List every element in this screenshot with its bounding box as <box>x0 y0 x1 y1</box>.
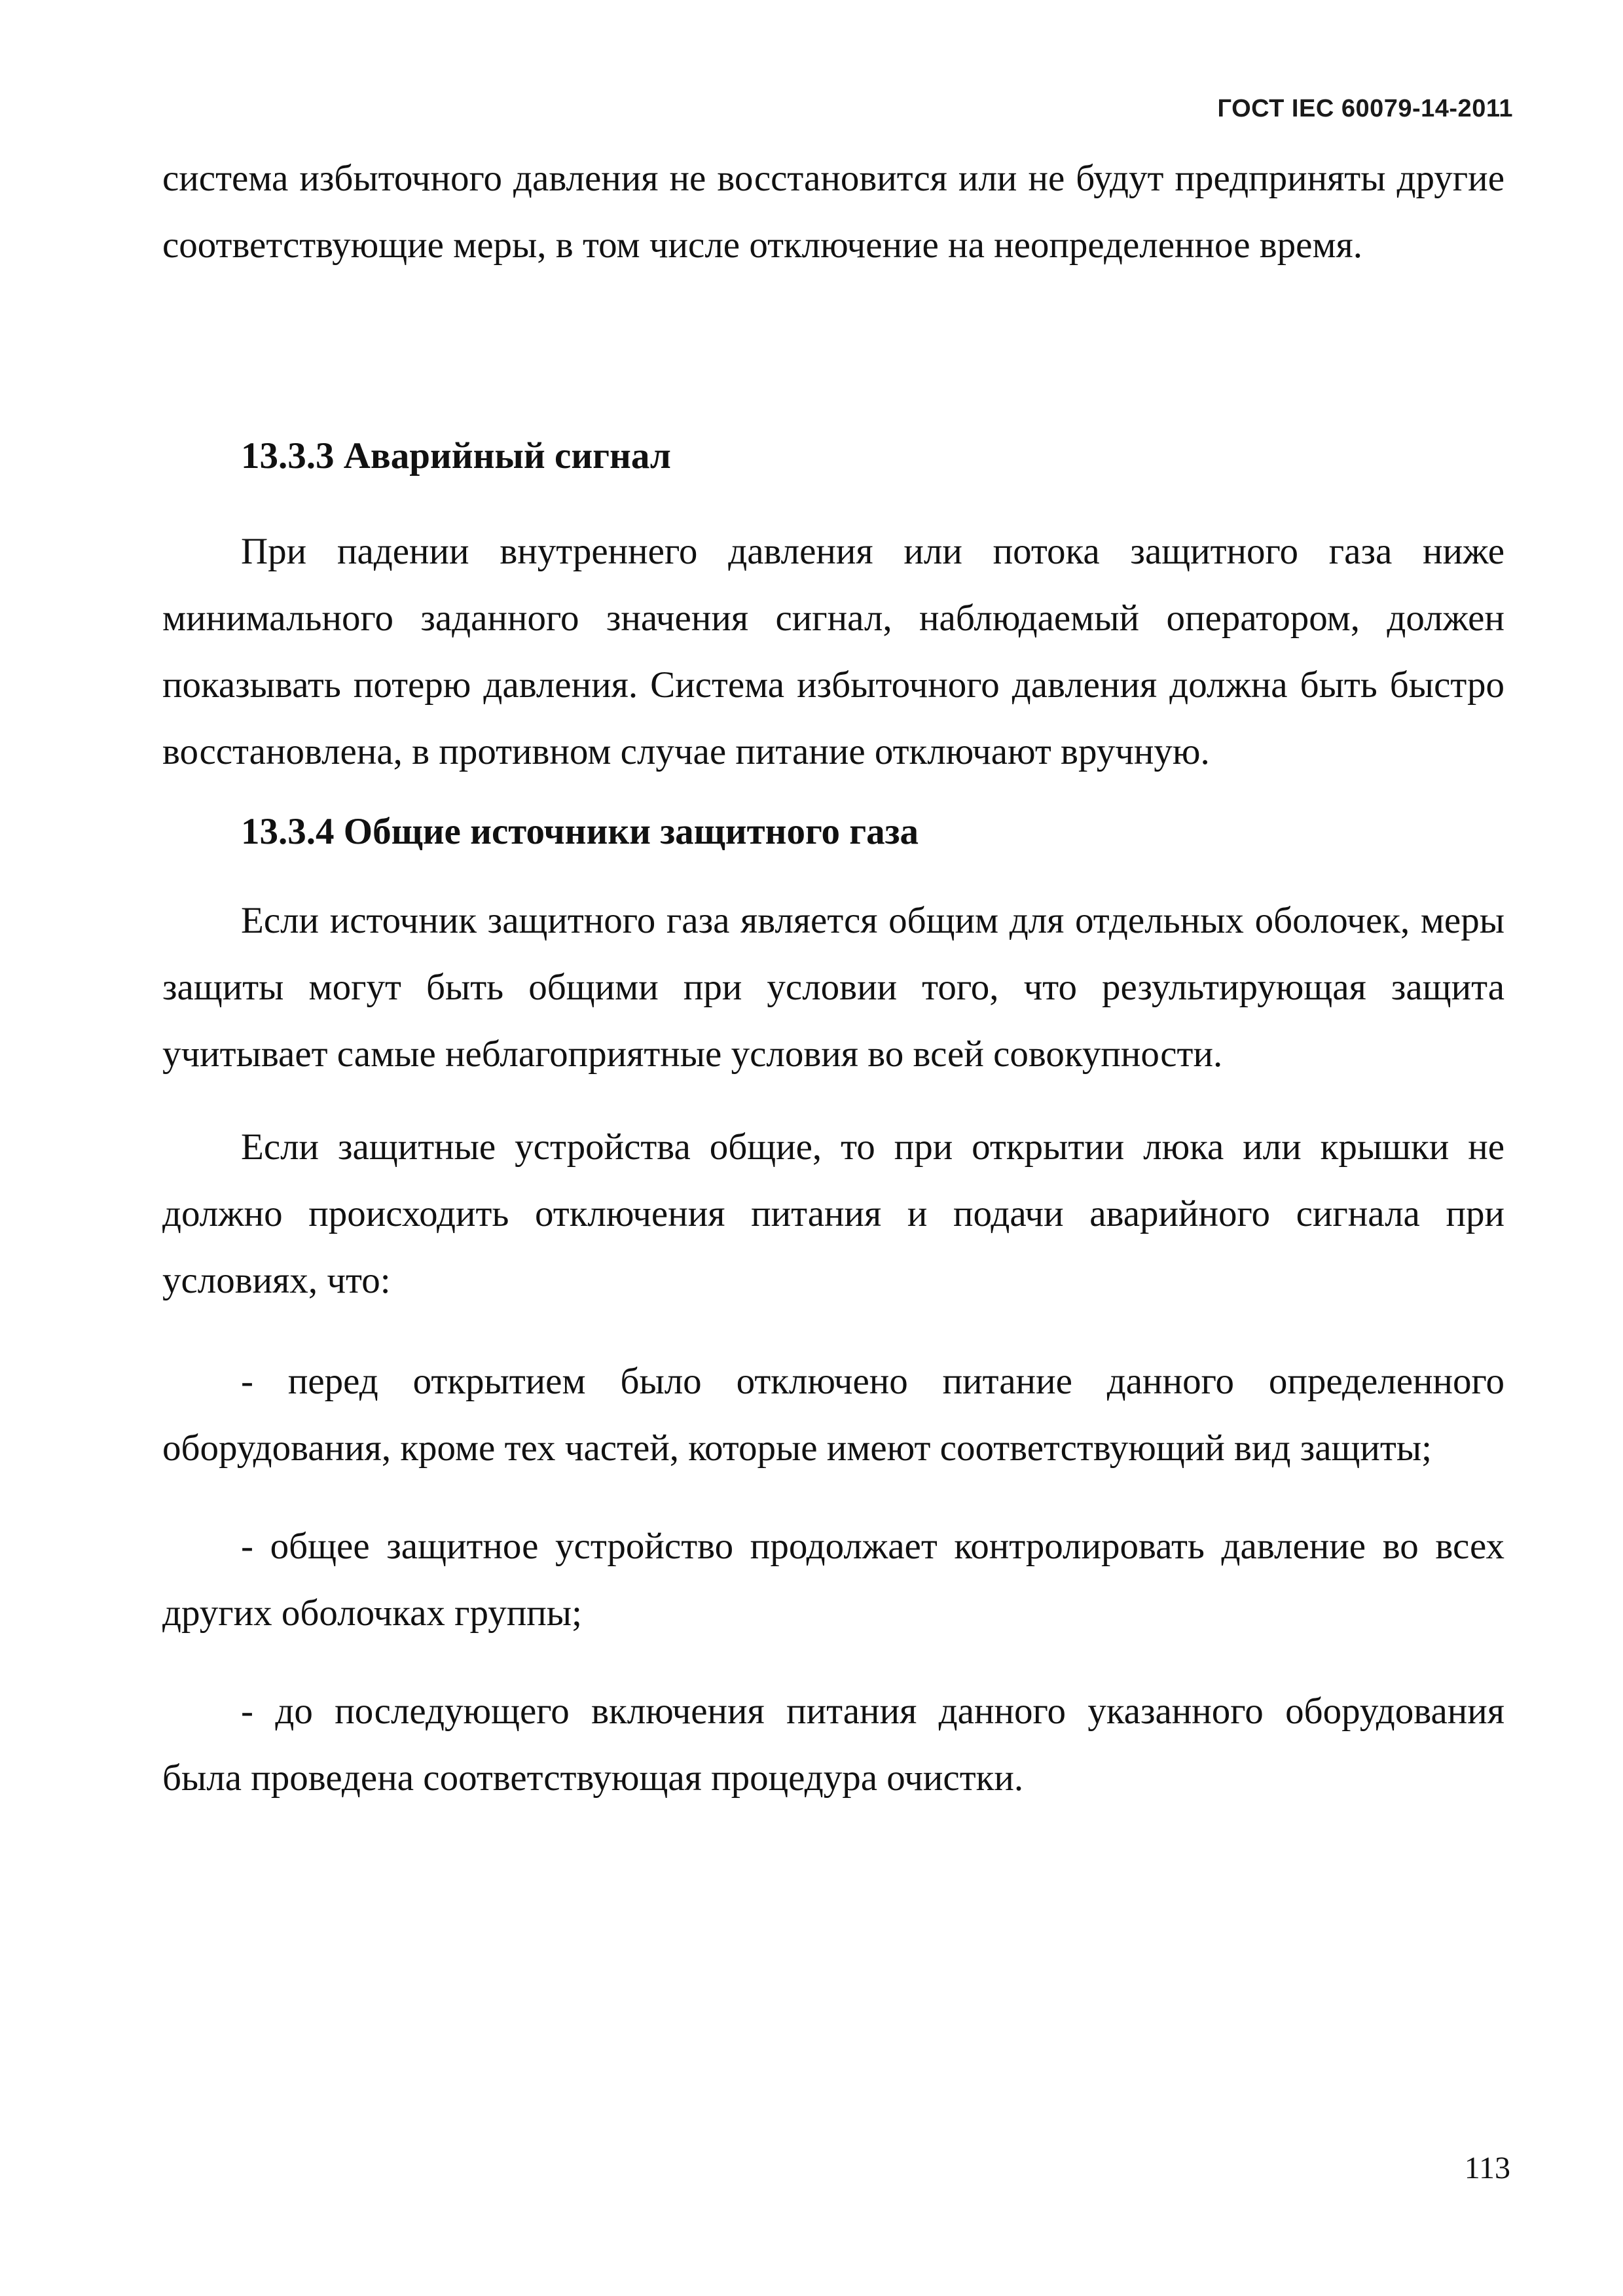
section-13-3-4-paragraph-2: Если защитные устройства общие, то при открытии люка или крышки не должно происходить отключения питания и подачи аварийного сигнала при условиях, что: <box>162 1126 1504 1301</box>
document-code-header: ГОСТ IEC 60079-14-2011 <box>1217 95 1513 122</box>
page-content <box>162 145 1504 1812</box>
list-item: - до последующего включения питания данного указанного оборудования была проведена соответствующая процедура очистки. <box>162 1691 1504 1799</box>
section-13-3-3-paragraph: При падении внутреннего давления или потока защитного газа ниже минимального заданного значения сигнал, наблюдаемый оператором, должен показывать потерю давления. Система избыточного давления должна быть быстро восстановлена, в противном случае питание отключают вручную. <box>162 531 1504 772</box>
list-item: - перед открытием было отключено питание данного определенного оборудования, кроме тех частей, которые имеют соответствующий вид защиты; <box>162 1361 1504 1469</box>
section-13-3-4-paragraph-1: Если источник защитного газа является общим для отдельных оболочек, меры защиты могут быть общими при условии того, что результирующая защита учитывает самые неблагоприятные условия во всей совокупности. <box>162 900 1504 1075</box>
section-13-3-4-heading: 13.3.4 Общие источники защитного газа <box>241 811 919 852</box>
continuation-paragraph: система избыточного давления не восстановится или не будут предприняты другие соответствующие меры, в том числе отключение на неопределенное время. <box>162 158 1504 266</box>
page-number: 113 <box>1464 2151 1510 2185</box>
section-13-3-3-heading: 13.3.3 Аварийный сигнал <box>241 435 671 476</box>
list-item: - общее защитное устройство продолжает контролировать давление во всех других оболочках группы; <box>162 1526 1504 1634</box>
